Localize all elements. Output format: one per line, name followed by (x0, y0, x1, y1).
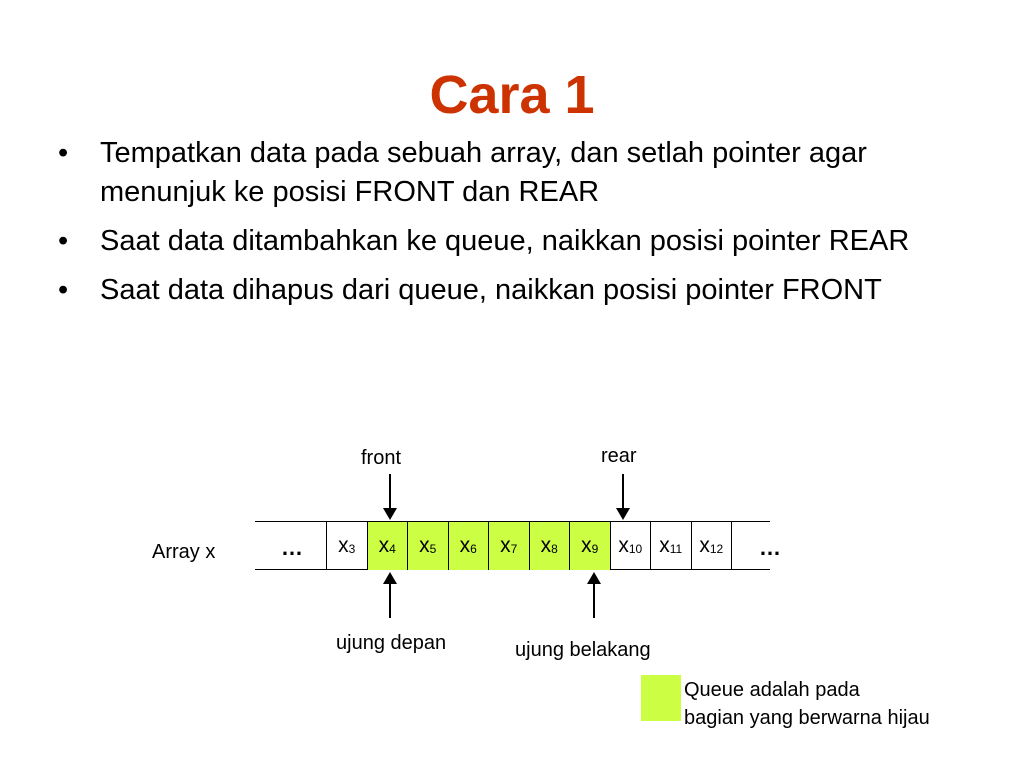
array-cell (650, 522, 692, 570)
cell-subscript: 8 (551, 542, 558, 556)
array-cell (610, 522, 652, 570)
cell-subscript: 6 (470, 542, 477, 556)
cell-subscript: 3 (348, 542, 356, 556)
array-cell (407, 522, 449, 570)
cell-variable: x (419, 534, 430, 557)
bullet-marker: • (58, 225, 69, 257)
cell-variable: x (540, 534, 552, 557)
array-cell (448, 522, 490, 570)
cell-variable: x (659, 534, 670, 557)
cell-subscript: 12 (709, 542, 724, 556)
cell-variable: x (338, 534, 349, 557)
legend-swatch (641, 675, 681, 721)
ellipsis-left: … (281, 535, 303, 560)
array-cell (691, 522, 733, 570)
array-cell (529, 522, 571, 570)
cell-variable: x (378, 534, 390, 557)
front-pointer-arrow (389, 474, 391, 518)
legend-text-line: Queue adalah pada (684, 679, 860, 701)
rear-label: rear (601, 445, 637, 467)
cell-variable: x (699, 534, 710, 557)
legend-text-line: bagian yang berwarna hijau (684, 707, 930, 729)
cell-variable: x (618, 534, 629, 557)
cell-subscript: 9 (591, 542, 599, 556)
bullet-text: Saat data dihapus dari queue, naikkan posisi pointer FRONT (100, 274, 882, 306)
slide-title: Cara 1 (429, 65, 595, 125)
array-cell (367, 522, 409, 570)
array-cell (326, 522, 368, 570)
bullet-marker: • (58, 137, 69, 169)
ujung-belakang-label: ujung belakang (515, 639, 651, 661)
cell-subscript: 10 (628, 542, 643, 556)
cell-variable: x (459, 534, 471, 557)
array-cell (488, 522, 530, 570)
rear-pointer-arrow (622, 474, 624, 518)
cell-variable: x (581, 534, 592, 557)
cell-subscript: 5 (429, 542, 437, 556)
bullet-text: Tempatkan data pada sebuah array, dan setlah pointer agar menunjuk ke posisi FRONT dan REAR (100, 137, 867, 208)
ellipsis-right: … (759, 535, 781, 560)
cell-subscript: 11 (669, 542, 683, 556)
ujung-depan-label: ujung depan (336, 632, 447, 654)
ujung-belakang-arrow (593, 574, 595, 618)
front-label: front (361, 447, 402, 469)
bullet-marker: • (58, 274, 69, 306)
array-cell (569, 522, 611, 570)
legend-text (684, 676, 930, 732)
cell-subscript: 4 (389, 542, 396, 556)
cell-variable: x (500, 534, 511, 557)
array-label: Array x (152, 541, 216, 563)
ujung-depan-arrow (389, 574, 391, 618)
bullet-text: Saat data ditambahkan ke queue, naikkan posisi pointer REAR (100, 225, 910, 257)
cell-subscript: 7 (510, 542, 518, 556)
